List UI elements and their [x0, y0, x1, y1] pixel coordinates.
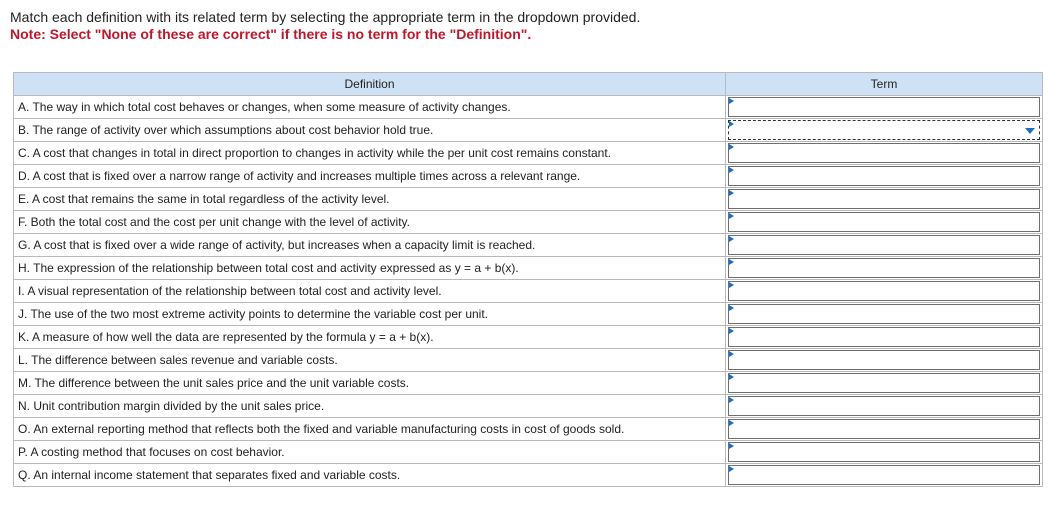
- term-dropdown[interactable]: [728, 373, 1040, 393]
- instructions-text: Match each definition with its related term by selecting the appropriate term in the dropdown provided.: [10, 9, 641, 25]
- table-row: [14, 372, 1043, 395]
- corner-marker-icon: [729, 420, 734, 426]
- definition-cell: D. A cost that is fixed over a narrow range of activity and increases multiple times across a relevant range.: [14, 165, 726, 188]
- table-row: [14, 280, 1043, 303]
- table-row: [14, 395, 1043, 418]
- term-dropdown[interactable]: [728, 304, 1040, 324]
- definition-cell: E. A cost that remains the same in total regardless of the activity level.: [14, 188, 726, 211]
- corner-marker-icon: [729, 190, 734, 196]
- corner-marker-icon: [729, 351, 734, 357]
- corner-marker-icon: [729, 144, 734, 150]
- term-cell: [726, 464, 1043, 487]
- instructions: [10, 9, 640, 43]
- table-row: [14, 234, 1043, 257]
- term-dropdown[interactable]: [728, 258, 1040, 278]
- definition-cell: A. The way in which total cost behaves or changes, when some measure of activity changes.: [14, 96, 726, 119]
- term-cell: [726, 188, 1043, 211]
- corner-marker-icon: [729, 443, 734, 449]
- table-header-row: [14, 73, 1043, 96]
- corner-marker-icon: [729, 259, 734, 265]
- definition-cell: N. Unit contribution margin divided by the unit sales price.: [14, 395, 726, 418]
- term-cell: [726, 349, 1043, 372]
- definition-cell: L. The difference between sales revenue and variable costs.: [14, 349, 726, 372]
- term-dropdown[interactable]: [728, 120, 1040, 140]
- term-dropdown[interactable]: [728, 442, 1040, 462]
- term-cell: [726, 418, 1043, 441]
- term-cell: [726, 211, 1043, 234]
- instructions-note: Note: Select "None of these are correct" if there is no term for the "Definition".: [10, 26, 532, 42]
- table-row: [14, 326, 1043, 349]
- term-cell: [726, 165, 1043, 188]
- definition-cell: G. A cost that is fixed over a wide range of activity, but increases when a capacity limit is reached.: [14, 234, 726, 257]
- definition-cell: B. The range of activity over which assumptions about cost behavior hold true.: [14, 119, 726, 142]
- term-cell: [726, 234, 1043, 257]
- term-cell: [726, 395, 1043, 418]
- table-row: [14, 418, 1043, 441]
- corner-marker-icon: [729, 305, 734, 311]
- matching-table: [13, 72, 1043, 487]
- term-cell: [726, 257, 1043, 280]
- term-dropdown[interactable]: [728, 189, 1040, 209]
- definition-cell: K. A measure of how well the data are represented by the formula y = a + b(x).: [14, 326, 726, 349]
- table-row: [14, 349, 1043, 372]
- table-row: [14, 96, 1043, 119]
- table-row: [14, 142, 1043, 165]
- term-cell: [726, 280, 1043, 303]
- corner-marker-icon: [729, 213, 734, 219]
- term-dropdown[interactable]: [728, 143, 1040, 163]
- term-dropdown[interactable]: [728, 396, 1040, 416]
- definition-cell: I. A visual representation of the relationship between total cost and activity level.: [14, 280, 726, 303]
- corner-marker-icon: [729, 328, 734, 334]
- corner-marker-icon: [729, 397, 734, 403]
- corner-marker-icon: [729, 98, 734, 104]
- definition-cell: F. Both the total cost and the cost per unit change with the level of activity.: [14, 211, 726, 234]
- term-dropdown[interactable]: [728, 212, 1040, 232]
- term-dropdown[interactable]: [728, 465, 1040, 485]
- corner-marker-icon: [729, 374, 734, 380]
- definition-cell: P. A costing method that focuses on cost behavior.: [14, 441, 726, 464]
- term-cell: [726, 441, 1043, 464]
- term-dropdown[interactable]: [728, 166, 1040, 186]
- corner-marker-icon: [729, 282, 734, 288]
- term-dropdown[interactable]: [728, 235, 1040, 255]
- corner-marker-icon: [729, 121, 734, 127]
- corner-marker-icon: [729, 466, 734, 472]
- definition-cell: J. The use of the two most extreme activity points to determine the variable cost per unit.: [14, 303, 726, 326]
- term-column-header: Term: [726, 73, 1043, 96]
- definition-cell: H. The expression of the relationship between total cost and activity expressed as y = a + b(x).: [14, 257, 726, 280]
- table-row: [14, 119, 1043, 142]
- corner-marker-icon: [729, 167, 734, 173]
- table-row: [14, 303, 1043, 326]
- corner-marker-icon: [729, 236, 734, 242]
- term-dropdown[interactable]: [728, 97, 1040, 117]
- definition-cell: O. An external reporting method that reflects both the fixed and variable manufacturing costs in cost of goods sold.: [14, 418, 726, 441]
- definition-cell: M. The difference between the unit sales price and the unit variable costs.: [14, 372, 726, 395]
- definition-cell: C. A cost that changes in total in direct proportion to changes in activity while the per unit cost remains constant.: [14, 142, 726, 165]
- table-row: [14, 211, 1043, 234]
- term-cell: [726, 303, 1043, 326]
- definition-cell: Q. An internal income statement that separates fixed and variable costs.: [14, 464, 726, 487]
- term-cell: [726, 119, 1043, 142]
- table-row: [14, 257, 1043, 280]
- table-row: [14, 165, 1043, 188]
- chevron-down-icon[interactable]: [1025, 128, 1035, 134]
- term-dropdown[interactable]: [728, 327, 1040, 347]
- term-cell: [726, 372, 1043, 395]
- definition-column-header: Definition: [14, 73, 726, 96]
- table-row: [14, 441, 1043, 464]
- term-cell: [726, 142, 1043, 165]
- table-body: [14, 96, 1043, 487]
- term-dropdown[interactable]: [728, 281, 1040, 301]
- table-row: [14, 464, 1043, 487]
- term-dropdown[interactable]: [728, 419, 1040, 439]
- term-cell: [726, 96, 1043, 119]
- table-row: [14, 188, 1043, 211]
- term-dropdown[interactable]: [728, 350, 1040, 370]
- term-cell: [726, 326, 1043, 349]
